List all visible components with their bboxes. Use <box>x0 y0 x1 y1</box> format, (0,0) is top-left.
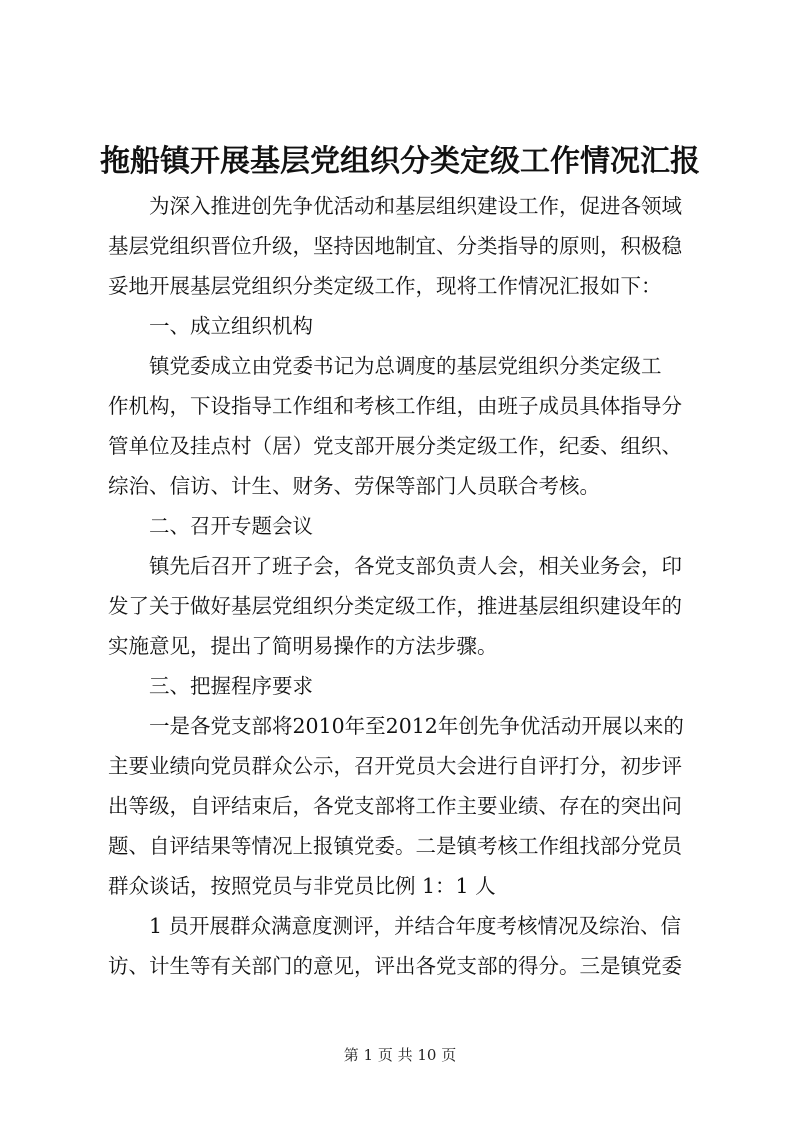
paragraph-line: 基层党组织晋位升级，坚持因地制宜、分类指导的原则，积极稳 <box>108 234 682 258</box>
paragraph-line: 管单位及挂点村（居）党支部开展分类定级工作，纪委、组织、 <box>108 434 682 458</box>
paragraph-line: 镇先后召开了班子会，各党支部负责人会，相关业务会，印 <box>149 554 682 578</box>
paragraph-line: 镇党委成立由党委书记为总调度的基层党组织分类定级工 <box>149 354 662 378</box>
section-heading: 一、成立组织机构 <box>149 314 313 338</box>
document-title: 拖船镇开展基层党组织分类定级工作情况汇报 <box>100 144 700 179</box>
document-body <box>108 186 708 986</box>
paragraph-line: 题、自评结果等情况上报镇党委。二是镇考核工作组找部分党员 <box>108 834 682 858</box>
paragraph-line: 出等级，自评结束后，各党支部将工作主要业绩、存在的突出问 <box>108 794 682 818</box>
section-heading: 二、召开专题会议 <box>149 514 313 538</box>
page-number: 第 1 页 共 10 页 <box>343 1046 457 1064</box>
paragraph-line: 群众谈话，按照党员与非党员比例 1：1 人 <box>108 874 496 898</box>
paragraph-line: 为深入推进创先争优活动和基层组织建设工作，促进各领域 <box>149 194 682 218</box>
paragraph-line: 主要业绩向党员群众公示，召开党员大会进行自评打分，初步评 <box>108 754 682 778</box>
paragraph-line: 作机构，下设指导工作组和考核工作组，由班子成员具体指导分 <box>108 394 682 418</box>
paragraph-line: 综治、信访、计生、财务、劳保等部门人员联合考核。 <box>108 474 600 498</box>
paragraph-line: 妥地开展基层党组织分类定级工作，现将工作情况汇报如下： <box>108 274 662 298</box>
section-heading: 三、把握程序要求 <box>149 674 313 698</box>
paragraph-line: 访、计生等有关部门的意见，评出各党支部的得分。三是镇党委 <box>108 954 682 978</box>
paragraph-line: 1 员开展群众满意度测评，并结合年度考核情况及综治、信 <box>149 914 682 938</box>
paragraph-line: 一是各党支部将2010年至2012年创先争优活动开展以来的 <box>149 714 684 738</box>
paragraph-line: 发了关于做好基层党组织分类定级工作，推进基层组织建设年的 <box>108 594 682 618</box>
paragraph-line: 实施意见，提出了简明易操作的方法步骤。 <box>108 634 498 658</box>
